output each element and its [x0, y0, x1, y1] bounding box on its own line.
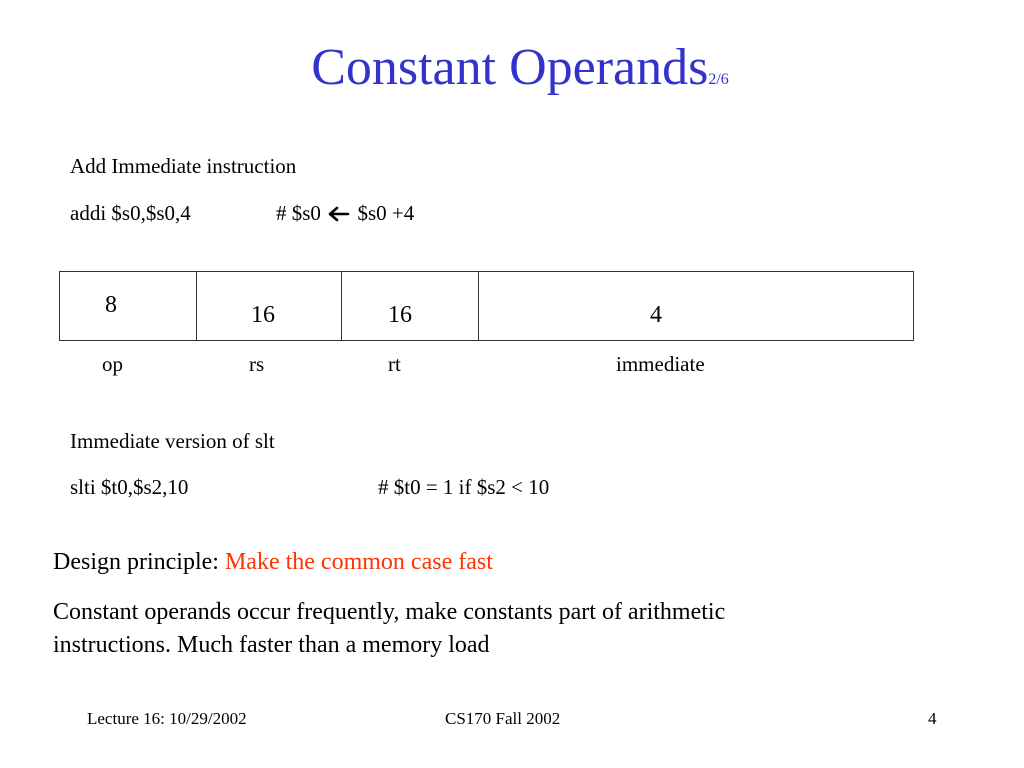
- instruction-format-table: [59, 271, 914, 341]
- slti-heading: Immediate version of slt: [70, 429, 275, 453]
- field-rs-value: 16: [251, 302, 275, 328]
- addi-heading: Add Immediate instruction: [70, 154, 297, 178]
- footer-lecture: Lecture 16: 10/29/2002: [87, 709, 247, 728]
- design-principle-label: Design principle:: [53, 549, 225, 575]
- addi-comment-prefix: # $s0: [276, 201, 321, 225]
- slti-comment: # $t0 = 1 if $s2 < 10: [378, 475, 550, 499]
- field-divider: [341, 272, 342, 340]
- slide-title: [0, 39, 1024, 96]
- field-divider: [478, 272, 479, 340]
- left-arrow-icon: [328, 205, 350, 226]
- design-principle-highlight: Make the common case fast: [224, 549, 493, 575]
- addi-comment-suffix: $s0 +4: [357, 201, 415, 225]
- field-immediate-value: 4: [650, 302, 662, 328]
- field-immediate-label: immediate: [616, 352, 705, 376]
- design-principle: [53, 546, 493, 578]
- field-op-value: 8: [105, 292, 117, 318]
- page-number: 4: [928, 709, 937, 728]
- field-divider: [196, 272, 197, 340]
- footer-course: CS170 Fall 2002: [445, 709, 561, 728]
- field-rs-label: rs: [249, 352, 265, 376]
- title-page-indicator: 2/6: [708, 71, 729, 88]
- title-text: Constant Operands: [311, 39, 709, 96]
- principle-explanation-line-1: Constant operands occur frequently, make constants part of arithmetic: [53, 599, 726, 625]
- slti-instruction: slti $t0,$s2,10: [70, 475, 189, 499]
- principle-explanation-line-2: instructions. Much faster than a memory load: [53, 632, 490, 658]
- addi-comment: [276, 203, 414, 226]
- field-rt-label: rt: [388, 352, 401, 376]
- field-op-label: op: [102, 352, 123, 376]
- addi-instruction: addi $s0,$s0,4: [70, 201, 191, 225]
- field-rt-value: 16: [388, 302, 412, 328]
